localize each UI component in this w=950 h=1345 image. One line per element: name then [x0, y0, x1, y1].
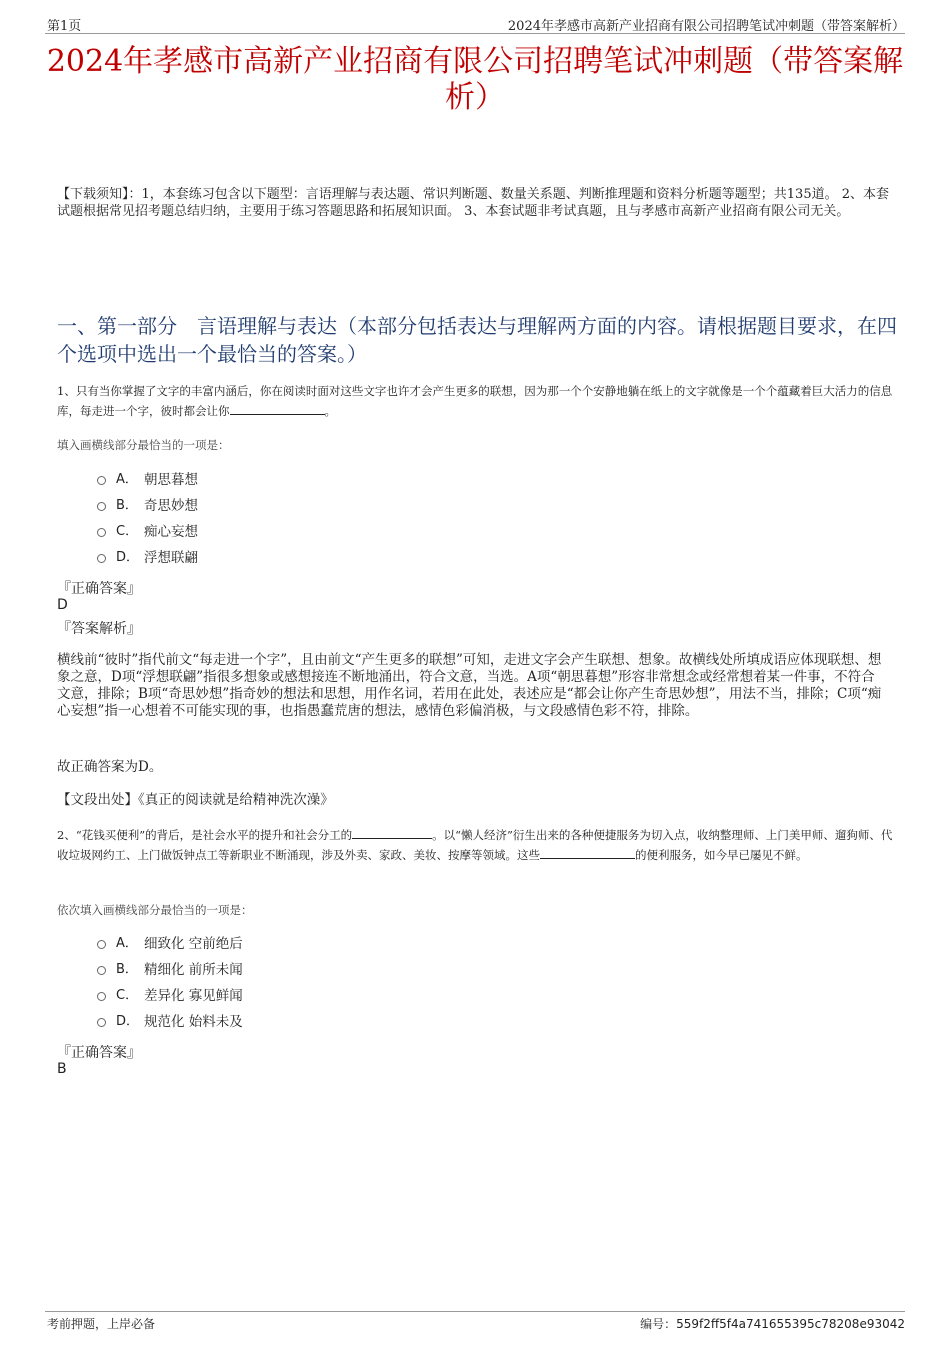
- question-1-option-b[interactable]: B． 奇思妙想: [97, 495, 198, 517]
- footer-serial: 编号：559f2ff5f4a741655395c78208e93042: [640, 1317, 905, 1331]
- question-1-answer: D: [57, 597, 68, 613]
- radio-icon[interactable]: [97, 1018, 106, 1027]
- radio-icon[interactable]: [97, 966, 106, 975]
- page-number: 第1页: [47, 19, 82, 34]
- question-1-analysis-label: 『答案解析』: [57, 621, 141, 637]
- question-2-option-b[interactable]: B． 精细化 前所未闻: [97, 959, 243, 981]
- answer-blank: [230, 402, 325, 415]
- question-1-answer-label: 『正确答案』: [57, 581, 141, 597]
- question-1-conclusion: 故正确答案为D。: [57, 759, 163, 775]
- radio-icon[interactable]: [97, 502, 106, 511]
- question-2-option-a[interactable]: A． 细致化 空前绝后: [97, 933, 243, 955]
- question-2-answer: B: [57, 1061, 67, 1077]
- download-notice: 【下载须知】：1，本套练习包含以下题型：言语理解与表达题、常识判断题、数量关系题、判断推理题和资料分析题等题型；共135道。 2、本套试题根据常见招考题总结归纳，主要用于练习答题思路和拓展知识面。 3、本套试题非考试真题，且与孝感市高新产业招商有限公司无关。: [57, 187, 889, 219]
- answer-blank: [540, 846, 635, 859]
- question-1-stem: 1、只有当你掌握了文字的丰富内涵后，你在阅读时面对这些文字也许才会产生更多的联想，因为那一个个安静地躺在纸上的文字就像是一个个蕴藏着巨大活力的信息库，每走进一个字，彼时都会让你 。: [57, 384, 893, 418]
- footer-divider: [45, 1311, 905, 1312]
- footer-slogan: 考前押题，上岸必备: [47, 1317, 156, 1331]
- question-1-prompt: 填入画横线部分最恰当的一项是：: [57, 438, 230, 452]
- question-2-answer-label: 『正确答案』: [57, 1045, 141, 1061]
- question-2-option-d[interactable]: D． 规范化 始料未及: [97, 1011, 243, 1033]
- running-header-title: 2024年孝感市高新产业招商有限公司招聘笔试冲刺题（带答案解析）: [507, 19, 905, 34]
- header-divider: [45, 33, 905, 34]
- question-1-option-c[interactable]: C． 痴心妄想: [97, 521, 198, 543]
- question-1-analysis: 横线前“彼时”指代前文“每走进一个字”，且由前文“产生更多的联想”可知，走进文字会产生联想、想象。故横线处所填成语应体现联想、想象之意，D项“浮想联翩”指很多想象或感想接连不断地涌出，符合文意，当选。A项“朝思暮想”形容非常想念或经常想着某一件事，不符合文意，排除；B项“奇思妙想”指奇妙的想法和思想，用作名词，若用在此处，表述应是“都会让你产生奇思妙想”，用法不当，排除；C项“痴心妄想”指一心想着不可能实现的事，也指愚蠢荒唐的想法，感情色彩偏消极，与文段感情色彩不符，排除。: [57, 652, 882, 719]
- radio-icon[interactable]: [97, 528, 106, 537]
- answer-blank: [352, 826, 432, 839]
- question-2-option-c[interactable]: C． 差异化 寡见鲜闻: [97, 985, 243, 1007]
- question-2-prompt: 依次填入画横线部分最恰当的一项是：: [57, 903, 253, 917]
- radio-icon[interactable]: [97, 476, 106, 485]
- question-1-option-a[interactable]: A． 朝思暮想: [97, 469, 198, 491]
- page-title: 2024年孝感市高新产业招商有限公司招聘笔试冲刺题（带答案解析）: [46, 44, 904, 115]
- section-heading: 一、第一部分 言语理解与表达（本部分包括表达与理解两方面的内容。请根据题目要求，在四个选项中选出一个最恰当的答案。）: [57, 314, 897, 366]
- radio-icon[interactable]: [97, 992, 106, 1001]
- radio-icon[interactable]: [97, 554, 106, 563]
- question-2-stem: 2、“花钱买便利”的背后，是社会水平的提升和社会分工的 。以“懒人经济”衍生出来的各种便捷服务为切入点，收纳整理师、上门美甲师、遛狗师、代收垃圾网约工、上门做饭钟点工等新职业不断涌现，涉及外卖、家政、美妆、按摩等领域。这些 的便利服务，如今早已屡见不鲜。: [57, 828, 893, 862]
- question-1-option-d[interactable]: D． 浮想联翩: [97, 547, 198, 569]
- radio-icon[interactable]: [97, 940, 106, 949]
- question-1-source: 【文段出处】《真正的阅读就是给精神洗次澡》: [57, 792, 334, 808]
